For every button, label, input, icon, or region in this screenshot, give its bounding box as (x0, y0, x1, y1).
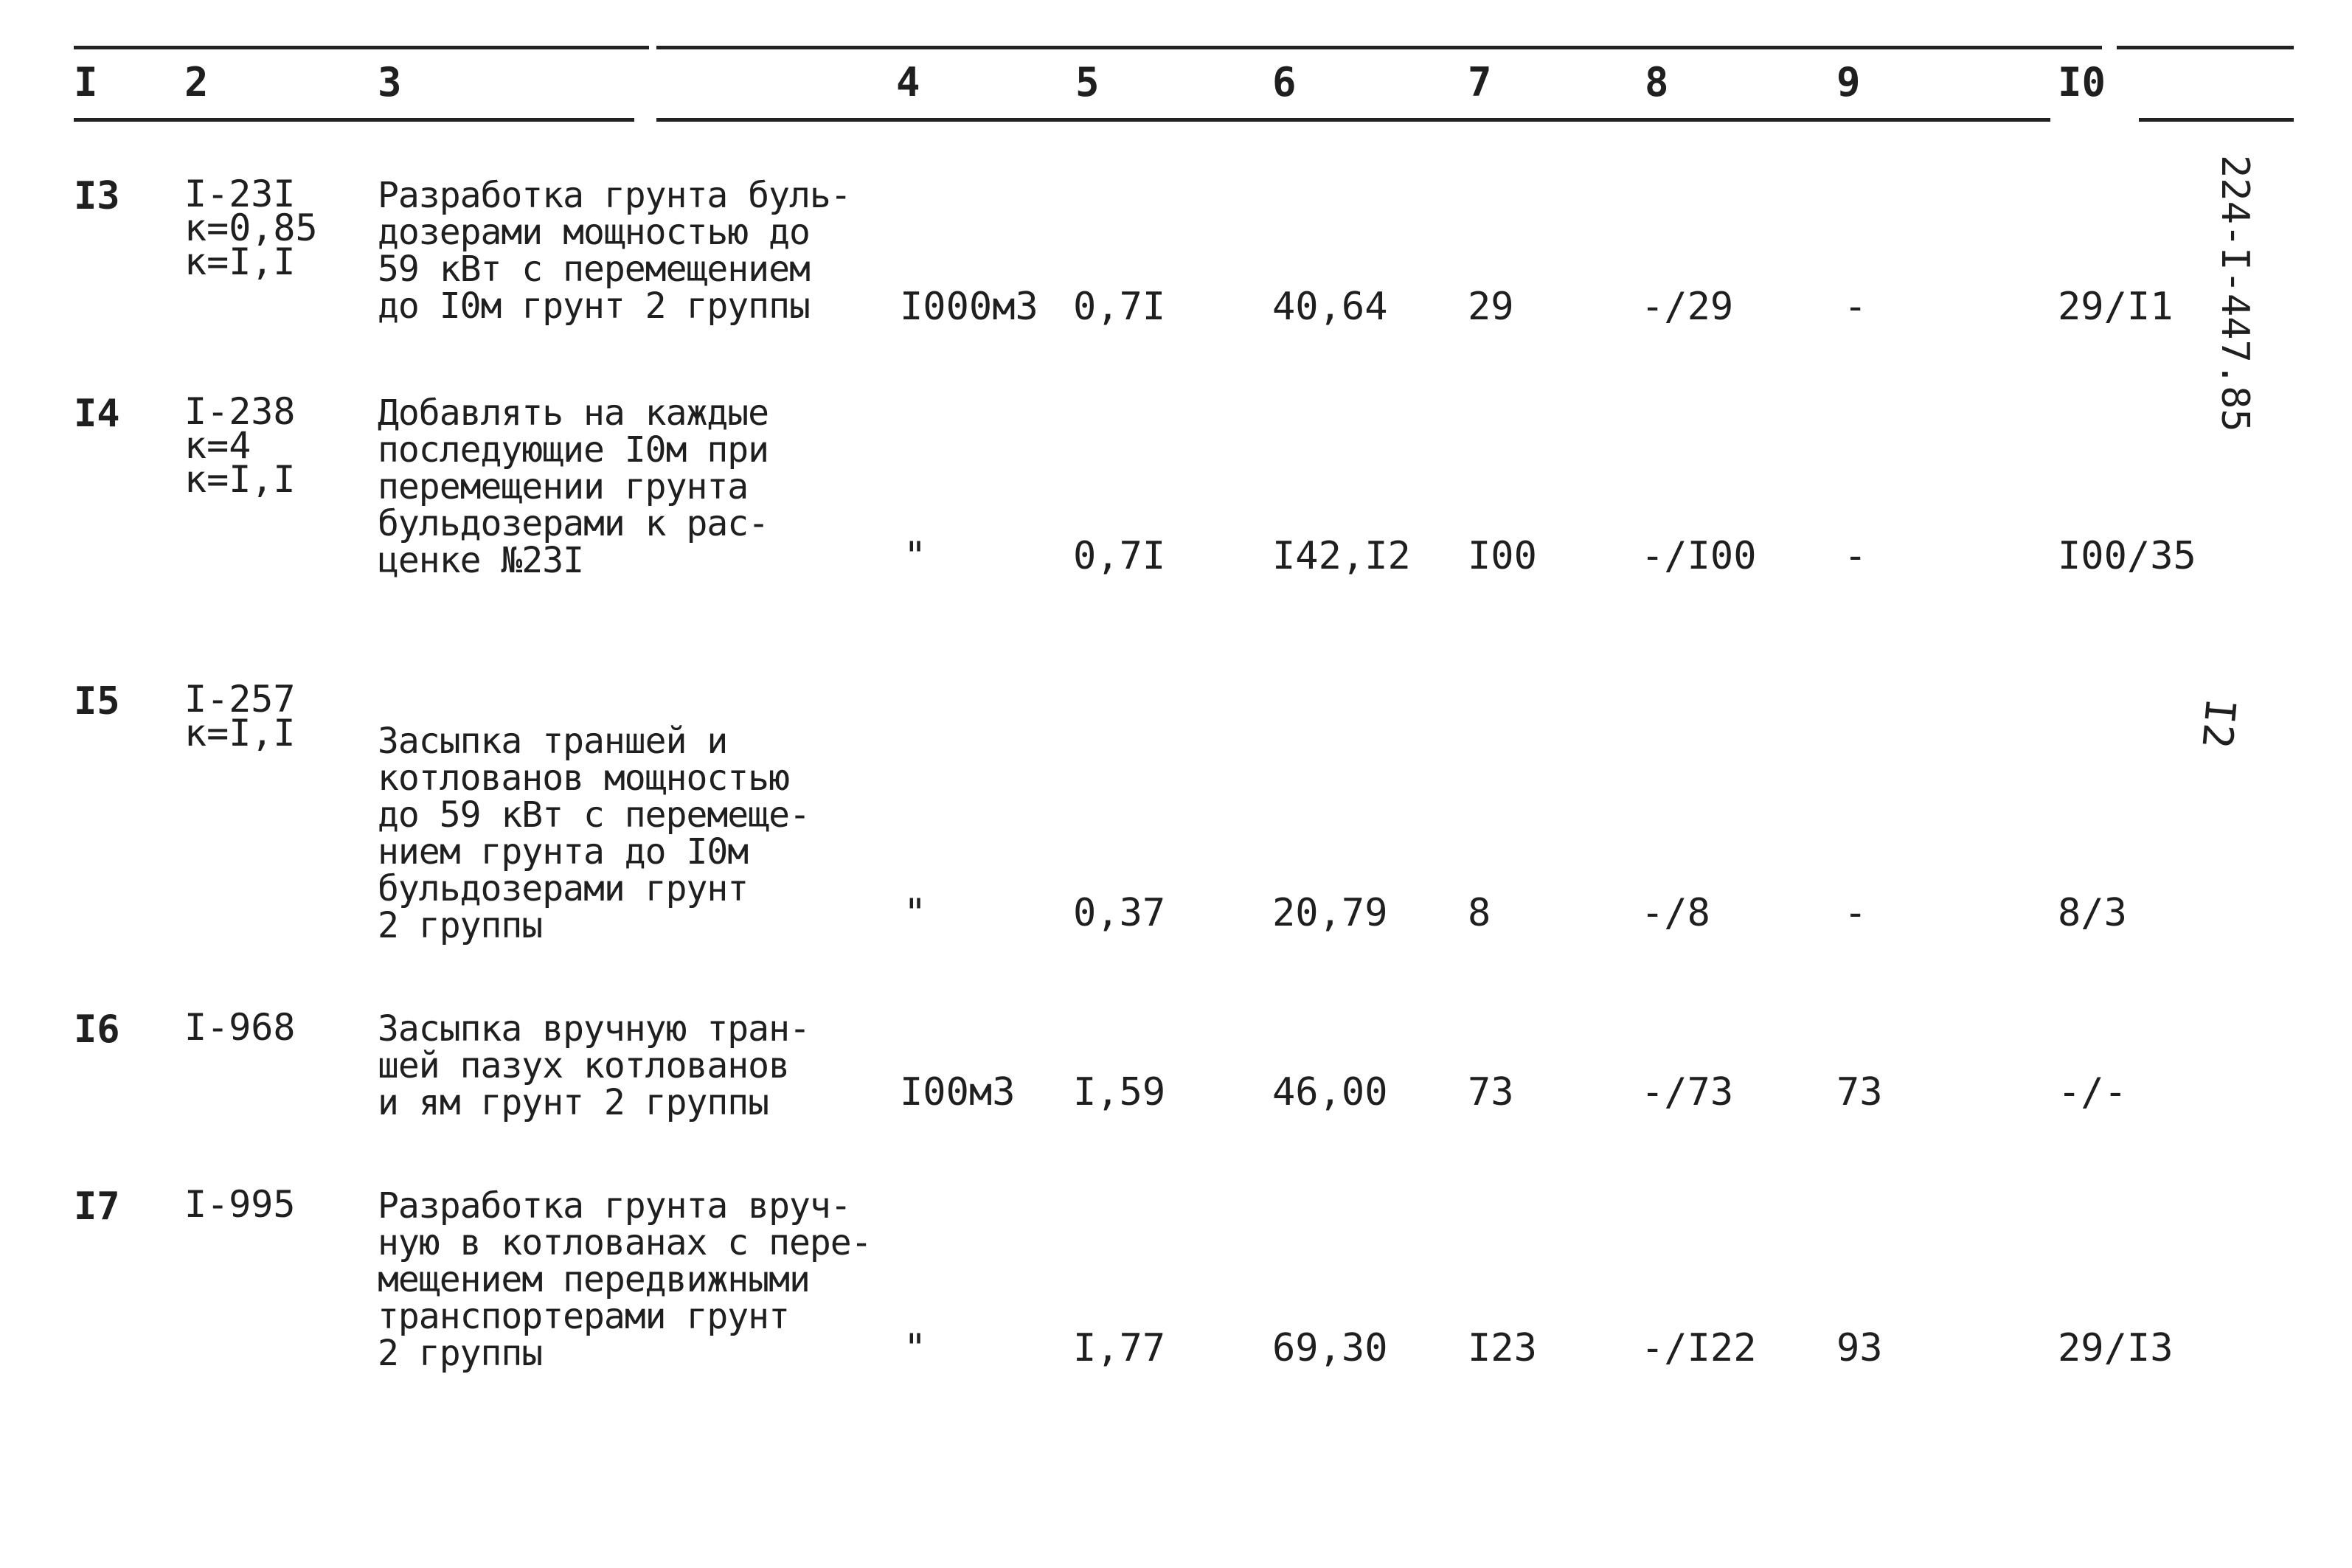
col9-value: 73 (1836, 1070, 1883, 1114)
header-bottom-rule-left (74, 118, 634, 122)
header-col-1: I (74, 59, 98, 105)
row-number: I5 (74, 679, 120, 724)
work-description: Добавлять на каждые последующие I0м при перемещении грунта бульдозерами к рас- ценке №23I (378, 392, 769, 581)
header-col-10: I0 (2058, 59, 2106, 105)
rate-code: I-257 к=I,I (184, 678, 296, 754)
col10-value: 29/I3 (2058, 1326, 2174, 1370)
row-number: I3 (74, 174, 120, 218)
unit: I00м3 (900, 1070, 1016, 1114)
row-number: I4 (74, 392, 120, 436)
col10-value: I00/35 (2058, 534, 2196, 578)
rate-code: I-968 (184, 1006, 296, 1049)
header-col-9: 9 (1836, 59, 1861, 105)
col9-value: - (1844, 891, 1867, 935)
header-col-3: 3 (378, 59, 402, 105)
unit: " (903, 534, 927, 578)
document-code: 224-I-447.85 (2213, 155, 2257, 432)
total-cost: I00 (1468, 534, 1537, 578)
unit-price: 40,64 (1272, 285, 1388, 329)
rate-code: I-23I к=0,85 к=I,I (184, 173, 318, 283)
header-bottom-rule-right (2139, 118, 2294, 122)
header-col-5: 5 (1075, 59, 1100, 105)
row-number: I6 (74, 1007, 120, 1052)
header-top-rule-mid (656, 46, 2102, 49)
rate-code: I-238 к=4 к=I,I (184, 390, 296, 501)
col10-value: 8/3 (2058, 891, 2127, 935)
col9-value: 93 (1836, 1326, 1883, 1370)
col10-value: -/- (2058, 1070, 2127, 1114)
work-description: Засыпка вручную тран- шей пазух котлованов и ям грунт 2 группы (378, 1008, 810, 1123)
unit: I000м3 (900, 285, 1038, 329)
header-col-7: 7 (1468, 59, 1492, 105)
header-col-6: 6 (1272, 59, 1297, 105)
total-cost: 29 (1468, 285, 1514, 329)
total-cost: 73 (1468, 1070, 1514, 1114)
header-top-rule-right (2117, 46, 2294, 49)
col8-value: -/I00 (1641, 534, 1757, 578)
col8-value: -/29 (1641, 285, 1734, 329)
unit-price: I42,I2 (1272, 534, 1411, 578)
quantity: I,77 (1073, 1326, 1166, 1370)
col8-value: -/8 (1641, 891, 1710, 935)
total-cost: I23 (1468, 1326, 1537, 1370)
work-description: Разработка грунта вруч- ную в котлованах с пере- мещением передвижными транспортерами грунт 2 группы (378, 1185, 872, 1374)
work-description: Разработка грунта буль- дозерами мощностью до 59 кВт с перемещением до I0м грунт 2 группы (378, 175, 851, 327)
header-top-rule-left (74, 46, 649, 49)
col9-value: - (1844, 285, 1867, 329)
col8-value: -/73 (1641, 1070, 1734, 1114)
header-col-8: 8 (1645, 59, 1669, 105)
quantity: 0,7I (1073, 534, 1166, 578)
work-description: Засыпка траншей и котлованов мощностью до 59 кВт с перемеще- нием грунта до I0м бульдозерами грунт 2 группы (378, 721, 810, 946)
row-number: I7 (74, 1184, 120, 1229)
quantity: 0,7I (1073, 285, 1166, 329)
rate-code: I-995 (184, 1183, 296, 1226)
col8-value: -/I22 (1641, 1326, 1757, 1370)
quantity: I,59 (1073, 1070, 1166, 1114)
unit-price: 69,30 (1272, 1326, 1388, 1370)
quantity: 0,37 (1073, 891, 1166, 935)
header-bottom-rule-mid (656, 118, 2050, 122)
header-col-4: 4 (896, 59, 920, 105)
unit: " (903, 891, 927, 935)
total-cost: 8 (1468, 891, 1491, 935)
col10-value: 29/I1 (2058, 285, 2174, 329)
unit-price: 46,00 (1272, 1070, 1388, 1114)
header-col-2: 2 (184, 59, 209, 105)
page-number: I2 (2192, 696, 2244, 751)
unit: " (903, 1326, 927, 1370)
col9-value: - (1844, 534, 1867, 578)
unit-price: 20,79 (1272, 891, 1388, 935)
